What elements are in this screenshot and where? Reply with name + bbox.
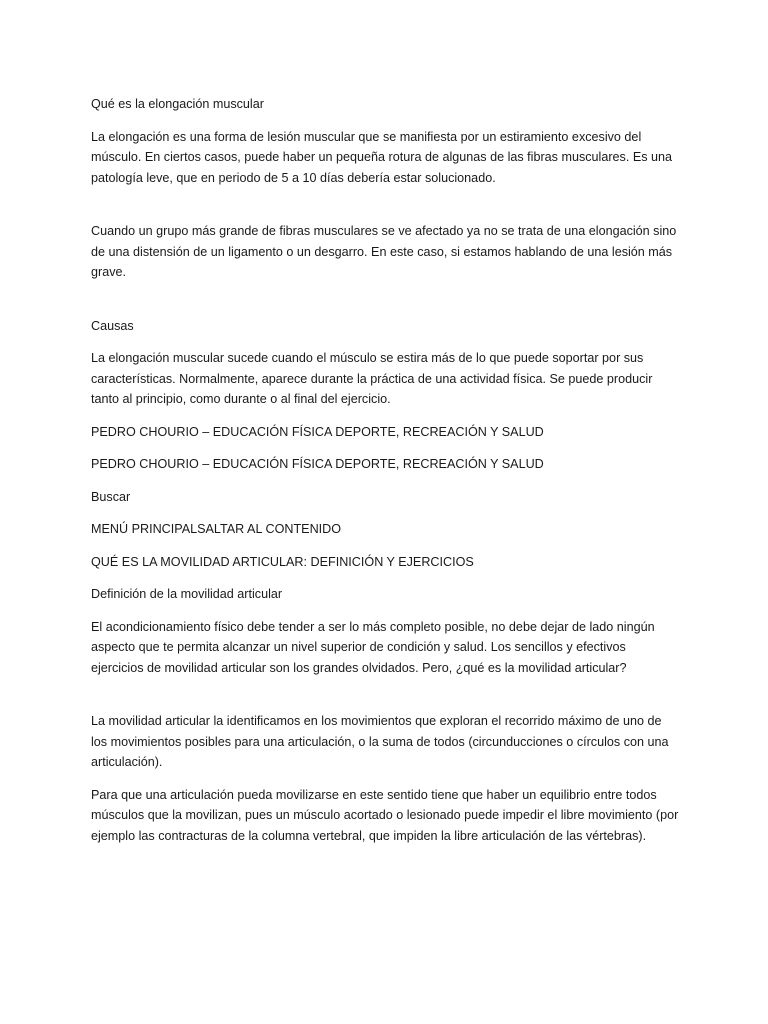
paragraph-spacer [91,200,679,221]
article-title: QUÉ ES LA MOVILIDAD ARTICULAR: DEFINICIÓN Y EJERCICIOS [91,554,474,569]
search-text: Buscar [91,489,131,504]
section-heading: Causas [91,318,134,333]
section-heading: Qué es la elongación muscular [91,97,264,111]
site-title-line: PEDRO CHOURIO – EDUCACIÓN FÍSICA DEPORTE, RECREACIÓN Y SALUD [91,424,544,439]
paragraph: Para que una articulación pueda movilizarse en este sentido tiene que haber un equilibrio entre todos músculos que la movilizan, pues un músculo acortado o lesionado puede impedir el libre movimiento (por ejemplo las contracturas de la columna vertebral, que impiden la libre articulación de las vértebras). [91,787,679,843]
document-page [91,94,679,858]
menu-text: MENÚ PRINCIPALSALTAR AL CONTENIDO [91,522,342,536]
paragraph: La elongación es una forma de lesión muscular que se manifiesta por un estiramiento excesivo del músculo. En ciertos casos, puede haber un pequeña rotura de algunas de las fibras musculares. Es una patología leve, que en periodo de 5 a 10 días debería estar solucionado. [91,129,673,185]
paragraph: La elongación muscular sucede cuando el músculo se estira más de lo que puede soportar por sus características. Normalmente, aparece durante la práctica de una actividad física. Se puede producir tanto al principio, como durante o al final del ejercicio. [91,351,653,406]
paragraph-spacer [91,295,679,316]
section-heading: Definición de la movilidad articular [91,587,283,601]
paragraph: Cuando un grupo más grande de fibras musculares se ve afectado ya no se trata de una elongación sino de una distensión de un ligamento o un desgarro. En este caso, si estamos hablando de una lesión más grave. [91,224,677,279]
paragraph: La movilidad articular la identificamos en los movimientos que exploran el recorrido máximo de uno de los movimientos posibles para una articulación, o la suma de todos (circunducciones o círculos con una articulación). [91,714,669,769]
paragraph: El acondicionamiento físico debe tender a ser lo más completo posible, no debe dejar de lado ningún aspecto que te permita alcanzar un nivel superior de condición y salud. Los sencillos y efectivos ejercicios de movilidad articular son los grandes olvidados. Pero, ¿qué es la movilidad articular? [91,619,655,675]
paragraph-spacer [91,690,679,711]
site-title-line: PEDRO CHOURIO – EDUCACIÓN FÍSICA DEPORTE, RECREACIÓN Y SALUD [91,457,544,471]
